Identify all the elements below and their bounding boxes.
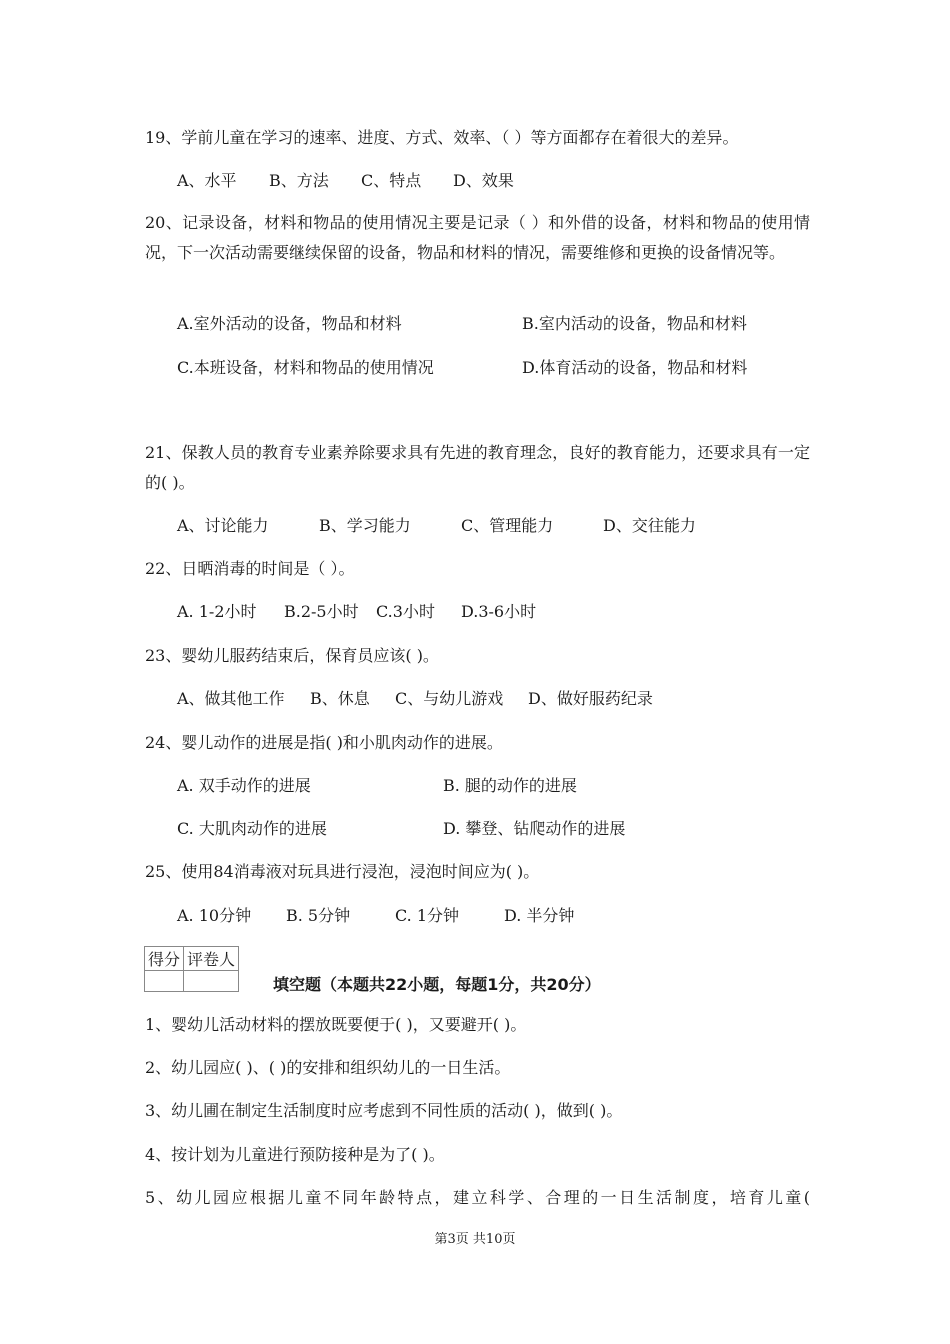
option-b: B.2-5小时 bbox=[284, 602, 359, 621]
page-footer: 第3页 共10页 bbox=[434, 1232, 516, 1247]
option-c: C、管理能力 bbox=[461, 516, 554, 535]
option-a: A、做其他工作 bbox=[177, 689, 285, 708]
fill-question-4: 4、按计划为儿童进行预防接种是为了( )。 bbox=[145, 1145, 445, 1164]
fill-question-5: 5、幼儿园应根据儿童不同年龄特点，建立科学、合理的一日生活制度，培育儿童( bbox=[145, 1188, 810, 1207]
option-d: D、做好服药纪录 bbox=[528, 689, 653, 708]
option-c: C、与幼儿游戏 bbox=[395, 689, 504, 708]
grader-header: 评卷人 bbox=[184, 947, 239, 971]
option-b: B. 5分钟 bbox=[286, 906, 351, 925]
option-a: A、讨论能力 bbox=[177, 516, 269, 535]
question-22: 22、日晒消毒的时间是（ ）。 bbox=[145, 559, 355, 578]
question-20-option-c: C.本班设备，材料和物品的使用情况 bbox=[177, 358, 434, 377]
question-24-option-a: A. 双手动作的进展 bbox=[177, 776, 311, 795]
question-24-option-d: D. 攀登、钻爬动作的进展 bbox=[443, 819, 626, 838]
question-21: 21、保教人员的教育专业素养除要求具有先进的教育理念，良好的教育能力，还要求具有一定的( )。 bbox=[145, 443, 810, 492]
option-a: A. 10分钟 bbox=[177, 906, 252, 925]
question-19: 19、学前儿童在学习的速率、进度、方式、效率、（ ）等方面都存在着很大的差异。 bbox=[145, 128, 739, 147]
option-b: B、休息 bbox=[310, 689, 370, 708]
option-d: D、交往能力 bbox=[603, 516, 696, 535]
question-22-options bbox=[177, 601, 536, 623]
question-19-options bbox=[177, 170, 514, 192]
option-c: C. 1分钟 bbox=[395, 906, 460, 925]
section-title: 填空题（本题共22小题，每题1分，共20分） bbox=[273, 975, 601, 994]
question-24-option-c: C. 大肌肉动作的进展 bbox=[177, 819, 327, 838]
option-c: C.3小时 bbox=[376, 602, 435, 621]
option-d: D.3-6小时 bbox=[461, 602, 537, 621]
option-d: D. 半分钟 bbox=[504, 906, 575, 925]
question-20-option-b: B.室内活动的设备，物品和材料 bbox=[522, 314, 747, 333]
question-24: 24、婴儿动作的进展是指( )和小肌肉动作的进展。 bbox=[145, 733, 503, 752]
question-23-options bbox=[177, 688, 653, 710]
score-header: 得分 bbox=[145, 947, 184, 971]
fill-question-3: 3、幼儿圃在制定生活制度时应考虑到不同性质的活动( )，做到( )。 bbox=[145, 1101, 623, 1120]
fill-question-1: 1、婴幼儿活动材料的摆放既要便于( )，又要避开( )。 bbox=[145, 1015, 527, 1034]
option-c: C、特点 bbox=[361, 171, 422, 190]
score-cell bbox=[145, 971, 184, 992]
question-20-option-d: D.体育活动的设备，物品和材料 bbox=[522, 358, 748, 377]
question-21-options bbox=[177, 515, 696, 537]
option-a: A、水平 bbox=[177, 171, 237, 190]
question-20: 20、记录设备，材料和物品的使用情况主要是记录（ ）和外借的设备，材料和物品的使用情况，下一次活动需要继续保留的设备，物品和材料的情况，需要维修和更换的设备情况等。 bbox=[145, 213, 810, 262]
score-table bbox=[144, 946, 239, 992]
question-23: 23、婴幼儿服药结束后，保育员应该( )。 bbox=[145, 646, 439, 665]
question-24-option-b: B. 腿的动作的进展 bbox=[443, 776, 577, 795]
option-a: A. 1-2小时 bbox=[177, 602, 257, 621]
question-25: 25、使用84消毒液对玩具进行浸泡，浸泡时间应为( )。 bbox=[145, 862, 540, 881]
option-b: B、方法 bbox=[269, 171, 329, 190]
grader-cell bbox=[184, 971, 239, 992]
question-20-option-a: A.室外活动的设备，物品和材料 bbox=[177, 314, 402, 333]
option-d: D、效果 bbox=[453, 171, 514, 190]
fill-question-2: 2、幼儿园应( )、( )的安排和组织幼儿的一日生活。 bbox=[145, 1058, 511, 1077]
question-25-options bbox=[177, 905, 574, 927]
option-b: B、学习能力 bbox=[319, 516, 411, 535]
